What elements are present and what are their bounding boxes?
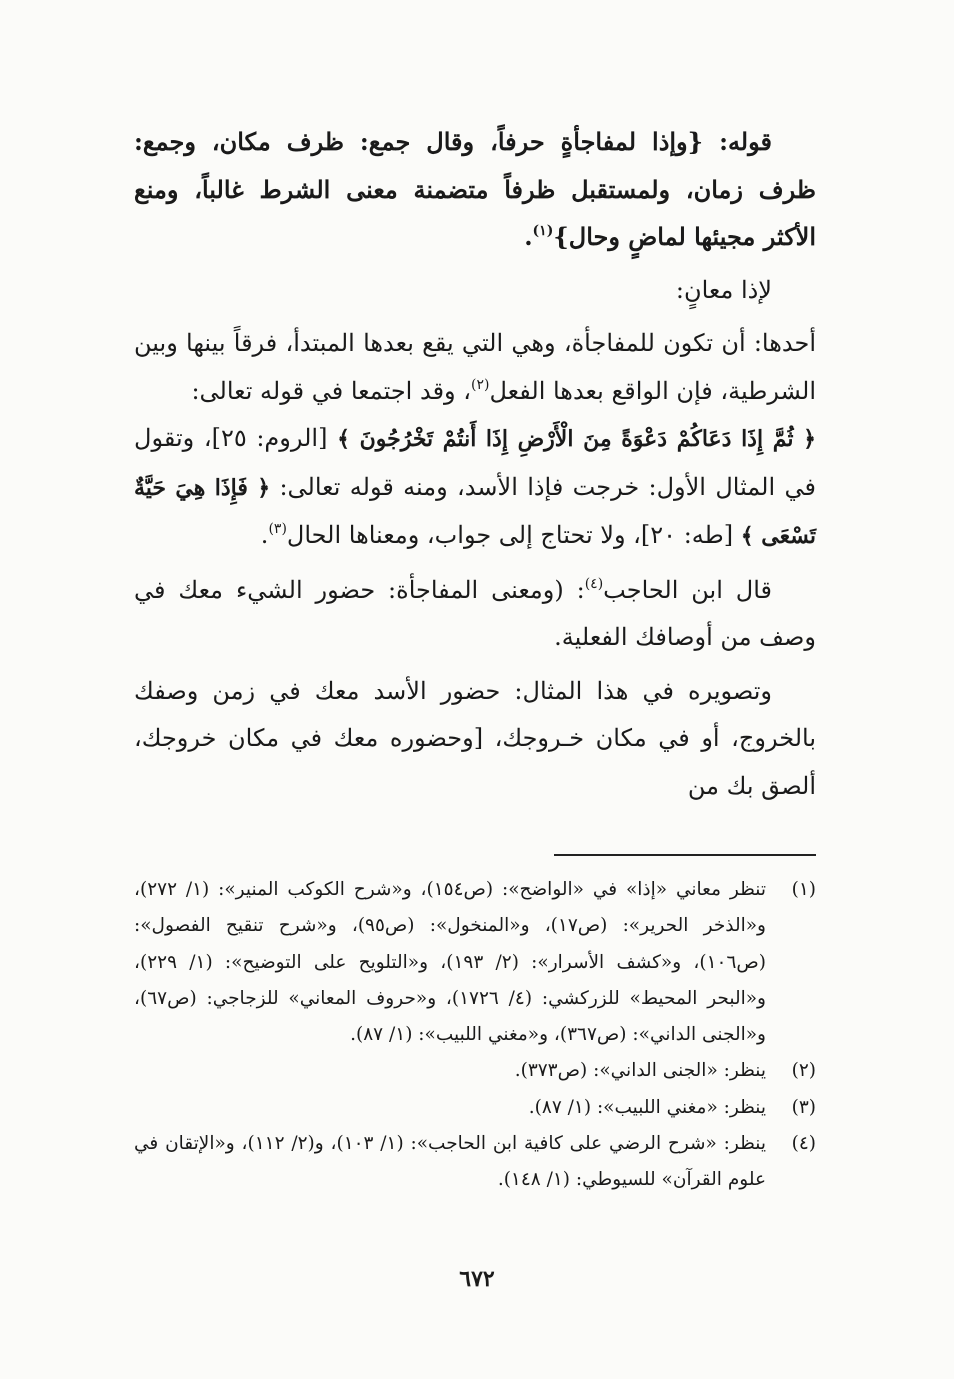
footnotes	[134, 872, 816, 1199]
footnote-text: تنظر معاني «إذا» في «الواضح»: (ص١٥٤)، و«شرح الكوكب المنير»: (١/ ٢٧٢)، و«الذخر الحرير»: (ص١٧)، و«المنخول»: (ص٩٥)، و«شرح تنقيح الفصول»: (ص١٠٦)، و«كشف الأسرار»: (٢/ ١٩٣)، و«التلويح على التوضيح»: (١/ ٢٢٩)، و«البحر المحيط» للزركشي: (٤/ ١٧٢٦)، و«حروف المعاني» للزجاجي: (ص٦٧)، و«الجنى الداني»: (ص٣٦٧)، و«مغني اللبيب»: (١/ ٨٧).	[134, 879, 766, 1046]
footnote-1	[134, 872, 816, 1053]
first-meaning-text-d: [طه: ٢٠]، ولا تحتاج إلى جواب، ومعناها الحال	[286, 521, 741, 549]
footnote-ref-4[interactable]: (٤)	[584, 575, 604, 592]
footnote-ref-3[interactable]: (٣)	[268, 521, 287, 537]
footnote-text: ينظر: «مغني اللبيب»: (١/ ٨٧).	[528, 1096, 766, 1118]
first-meaning-text-a: أحدها: أن تكون للمفاجأة، وهي التي يقع بعدها المبتدأ، فرقاً بينها وبين الشرطية، فإن الواقع بعدها الفعل	[134, 329, 816, 405]
paragraph-ibn-hajib	[134, 567, 816, 662]
first-meaning-text-c: [الروم: ٢٥]، وتقول في المثال الأول: خرجت فإذا الأسد، ومنه قوله تعالى:	[134, 424, 816, 501]
footnote-ref-2[interactable]: (٢)	[471, 376, 490, 393]
quran-verse-taha: ﴿ فَإِذَا هِيَ حَيَّةٌ تَسْعَى ﴾	[134, 474, 816, 549]
quran-verse-rum: ﴿ ثُمَّ إِذَا دَعَاكُمْ دَعْوَةً مِنَ الْأَرْضِ إِذَا أَنتُمْ تَخْرُجُونَ ﴾	[337, 426, 816, 452]
paragraph-illustration: وتصويره في هذا المثال: حضور الأسد معك في زمن وصفك بالخروج، أو في مكان خـروجك، [وحضوره معك في مكان خروجك، ألصق بك من	[134, 676, 817, 800]
ibn-hajib-text-a: قال ابن الحاجب	[603, 575, 772, 604]
footnote-number: (١)	[791, 879, 816, 900]
paragraph-first-meaning	[134, 320, 816, 561]
first-meaning-end: .	[260, 521, 269, 549]
paragraph-quote	[134, 118, 816, 261]
footnote-separator	[554, 854, 816, 856]
footnote-number: (٤)	[791, 1133, 816, 1155]
footnote-2	[134, 1053, 816, 1089]
footnote-number: (٣)	[791, 1096, 816, 1118]
footnote-ref-1[interactable]: (١)	[532, 223, 554, 239]
footnote-text: ينظر: «شرح الرضي على كافية ابن الحاجب»: (١/ ١٠٣)، و(٢/ ١١٢)، و«الإتقان في علوم القرآن» للسيوطي: (١/ ١٤٨).	[134, 1133, 766, 1191]
footnote-text: ينظر: «الجنى الداني»: (ص٣٧٣).	[514, 1060, 766, 1082]
main-text	[134, 118, 816, 810]
footnote-number: (٢)	[791, 1060, 816, 1082]
heading-meanings: لإذا معانٍ:	[675, 275, 772, 304]
paragraph-quote-text: قوله: {وإذا لمفاجأةٍ حرفاً، وقال جمع: ظرف مكان، وجمع: ظرف زمان، ولمستقبل ظرفاً متضمنة معنى الشرط غالباً، ومنع الأكثر مجيئها لماضٍ وحال}	[134, 127, 816, 251]
footnote-4	[134, 1126, 816, 1199]
ibn-hajib-text-b: : (ومعنى المفاجأة: حضور الشيء معك في وصف من أوصافك الفعلية.	[134, 575, 816, 651]
footnote-3	[134, 1090, 816, 1126]
paragraph-quote-end: .	[524, 222, 533, 251]
first-meaning-text-b: ، وقد اجتمعا في قوله تعالى:	[191, 376, 472, 405]
page-number: ٦٧٢	[459, 1266, 495, 1292]
